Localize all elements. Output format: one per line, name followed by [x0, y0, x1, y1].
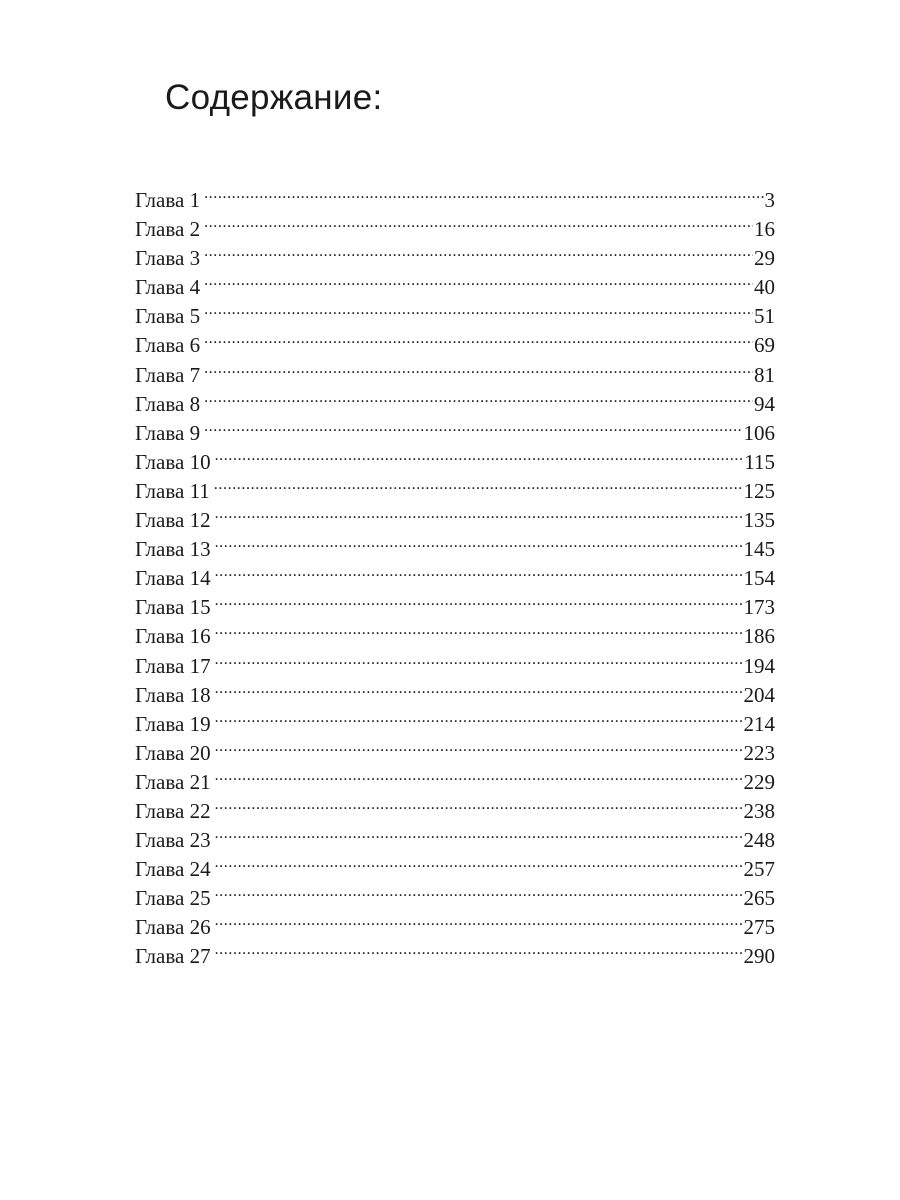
toc-entry	[135, 469, 775, 503]
toc-entry-page-number: 40	[754, 275, 775, 300]
toc-entry	[135, 556, 775, 591]
toc-title: Содержание:	[165, 78, 383, 117]
toc-dot-leader	[215, 789, 743, 818]
toc-dot-leader	[215, 847, 743, 876]
toc-dot-leader	[204, 265, 753, 294]
toc-entry-label: Глава 20	[135, 740, 211, 765]
toc-entry	[135, 731, 775, 765]
toc-dot-leader	[204, 207, 753, 236]
toc-entry-label: Глава 8	[135, 391, 201, 416]
toc-entry-label: Глава 15	[135, 595, 211, 620]
toc-entry	[135, 498, 775, 533]
toc-entry	[135, 760, 775, 794]
toc-dot-leader	[215, 498, 743, 527]
toc-entry-page-number: 135	[743, 508, 775, 533]
toc-entry-page-number: 173	[743, 595, 775, 620]
toc-entry	[135, 847, 775, 882]
toc-dot-leader	[204, 382, 753, 411]
toc-entry-page-number: 154	[743, 566, 775, 591]
toc-entry-label: Глава 21	[135, 769, 211, 794]
table-of-contents	[135, 178, 775, 969]
toc-entry-label: Глава 25	[135, 886, 211, 911]
toc-dot-leader	[215, 527, 743, 556]
toc-dot-leader	[215, 905, 743, 934]
toc-entry	[135, 440, 775, 474]
toc-entry-page-number: 115	[744, 449, 775, 474]
toc-entry	[135, 294, 775, 329]
toc-dot-leader	[215, 731, 743, 760]
toc-entry-page-number: 290	[743, 944, 775, 969]
toc-entry	[135, 818, 775, 853]
toc-entry-page-number: 275	[743, 915, 775, 940]
toc-entry-page-number: 265	[743, 886, 775, 911]
toc-dot-leader	[204, 178, 763, 207]
toc-entry-label: Глава 17	[135, 653, 211, 678]
toc-entry-page-number: 145	[743, 537, 775, 562]
toc-entry-label: Глава 26	[135, 915, 211, 940]
toc-entry	[135, 644, 775, 678]
toc-dot-leader	[215, 702, 743, 731]
toc-entry-page-number: 106	[743, 420, 775, 445]
toc-entry-label: Глава 7	[135, 362, 201, 387]
toc-entry-label: Глава 23	[135, 828, 211, 853]
toc-entry	[135, 178, 775, 212]
toc-dot-leader	[215, 440, 744, 469]
toc-dot-leader	[215, 673, 743, 702]
toc-entry-page-number: 29	[754, 246, 775, 271]
toc-entry	[135, 207, 775, 242]
toc-dot-leader	[215, 644, 743, 673]
toc-entry-label: Глава 2	[135, 217, 201, 242]
toc-entry-page-number: 186	[743, 624, 775, 649]
toc-entry	[135, 876, 775, 911]
toc-entry-label: Глава 1	[135, 188, 201, 212]
toc-dot-leader	[215, 934, 743, 963]
toc-entry-label: Глава 10	[135, 449, 211, 474]
toc-entry-label: Глава 24	[135, 857, 211, 882]
toc-entry-page-number: 223	[743, 740, 775, 765]
toc-entry	[135, 789, 775, 823]
toc-entry-page-number: 194	[743, 653, 775, 678]
toc-dot-leader	[215, 818, 743, 847]
toc-entry-page-number: 125	[743, 478, 775, 503]
toc-entry-label: Глава 18	[135, 682, 211, 707]
toc-entry-page-number: 16	[754, 217, 775, 242]
toc-entry-page-number: 51	[754, 304, 775, 329]
toc-entry	[135, 411, 775, 445]
toc-entry-page-number: 248	[743, 828, 775, 853]
toc-entry-label: Глава 9	[135, 420, 201, 445]
toc-entry-label: Глава 12	[135, 508, 211, 533]
toc-entry-page-number: 214	[743, 711, 775, 736]
toc-entry-page-number: 69	[754, 333, 775, 358]
toc-dot-leader	[204, 323, 753, 352]
toc-entry	[135, 353, 775, 387]
toc-dot-leader	[215, 760, 743, 789]
toc-entry-page-number: 238	[743, 798, 775, 823]
toc-entry	[135, 323, 775, 358]
toc-entry-label: Глава 6	[135, 333, 201, 358]
toc-dot-leader	[215, 556, 743, 585]
toc-entry	[135, 236, 775, 271]
toc-entry-page-number: 81	[754, 362, 775, 387]
toc-entry-page-number: 204	[743, 682, 775, 707]
toc-dot-leader	[204, 411, 742, 440]
toc-entry	[135, 702, 775, 736]
toc-entry	[135, 905, 775, 940]
toc-entry-page-number: 3	[764, 188, 775, 212]
toc-entry-label: Глава 4	[135, 275, 201, 300]
toc-entry-label: Глава 11	[135, 478, 210, 503]
toc-entry-label: Глава 16	[135, 624, 211, 649]
toc-entry-label: Глава 19	[135, 711, 211, 736]
toc-dot-leader	[215, 614, 743, 643]
toc-entry	[135, 382, 775, 416]
toc-dot-leader	[204, 236, 753, 265]
toc-entry	[135, 265, 775, 300]
toc-dot-leader	[215, 876, 743, 905]
toc-entry	[135, 614, 775, 649]
toc-dot-leader	[204, 353, 753, 382]
toc-entry-label: Глава 5	[135, 304, 201, 329]
toc-entry-label: Глава 22	[135, 798, 211, 823]
toc-dot-leader	[214, 469, 743, 498]
toc-entry-page-number: 257	[743, 857, 775, 882]
toc-entry-page-number: 229	[743, 769, 775, 794]
toc-dot-leader	[204, 294, 753, 323]
toc-entry-label: Глава 13	[135, 537, 211, 562]
toc-entry-label: Глава 27	[135, 944, 211, 969]
toc-entry	[135, 585, 775, 620]
toc-entry	[135, 527, 775, 562]
toc-entry-label: Глава 14	[135, 566, 211, 591]
toc-entry-label: Глава 3	[135, 246, 201, 271]
toc-dot-leader	[215, 585, 743, 614]
toc-entry	[135, 673, 775, 707]
toc-entry	[135, 934, 775, 969]
toc-entry-page-number: 94	[754, 391, 775, 416]
